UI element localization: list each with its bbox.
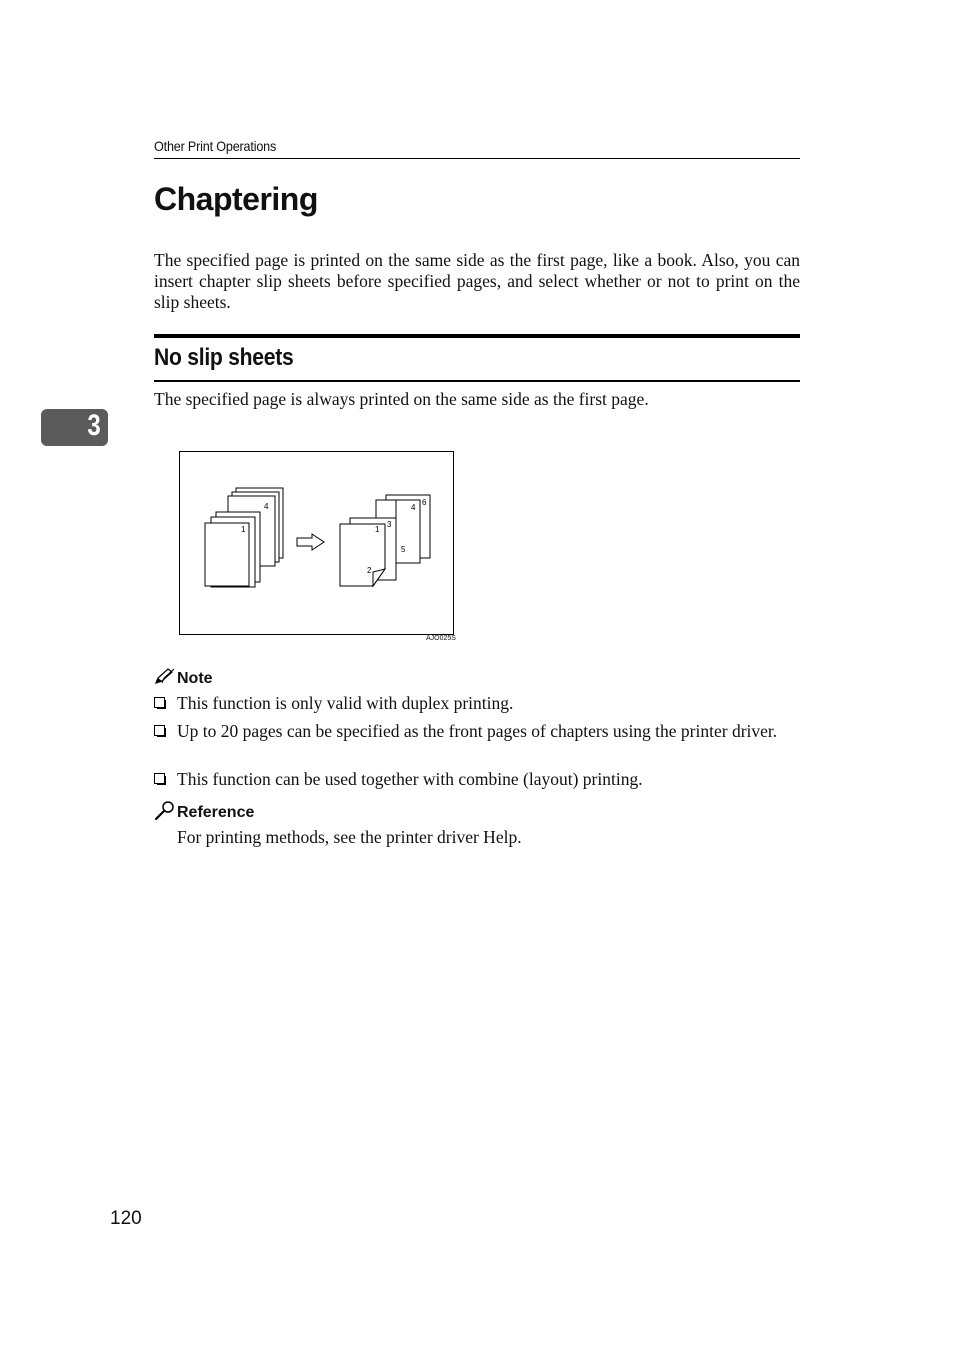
figure-label: 2 [367, 566, 372, 575]
pencil-icon [154, 667, 176, 685]
figure-label: 5 [401, 545, 406, 554]
arrow-right-icon [297, 534, 324, 550]
chapter-tab [41, 409, 108, 446]
page-title: Chaptering [154, 181, 318, 217]
section-title: No slip sheets [154, 344, 294, 371]
checkbox-bullet-icon [154, 773, 165, 784]
section-bottom-rule [154, 380, 800, 382]
figure-code: AJO025S [426, 635, 456, 642]
chaptering-figure [179, 451, 454, 635]
figure-label: 4 [264, 502, 269, 511]
figure-label: 1 [375, 525, 380, 534]
checkbox-bullet-icon [154, 697, 165, 708]
checkbox-bullet-icon [154, 725, 165, 736]
section-body: The specified page is always printed on the same side as the first page. [154, 389, 649, 409]
chapter-tab-number: 3 [87, 409, 101, 442]
figure-label: 4 [411, 503, 416, 512]
note-label: Note [177, 670, 213, 687]
reference-text: For printing methods, see the printer driver Help. [177, 827, 522, 847]
magnifier-icon [154, 800, 176, 822]
page-number: 120 [110, 1208, 142, 1229]
intro-paragraph: The specified page is printed on the same side as the first page, like a book. Also, you can insert chapter slip sheets before specified pages, and select whether or not to print on the slip sheets. [154, 250, 800, 312]
section-top-rule [154, 334, 800, 338]
figure-label: 6 [422, 498, 427, 507]
figure-label: 3 [387, 520, 392, 529]
running-header: Other Print Operations [154, 138, 277, 154]
figure-label: 1 [241, 525, 246, 534]
reference-label: Reference [177, 804, 255, 821]
header-rule [154, 158, 800, 159]
figure-illustration [180, 452, 453, 634]
